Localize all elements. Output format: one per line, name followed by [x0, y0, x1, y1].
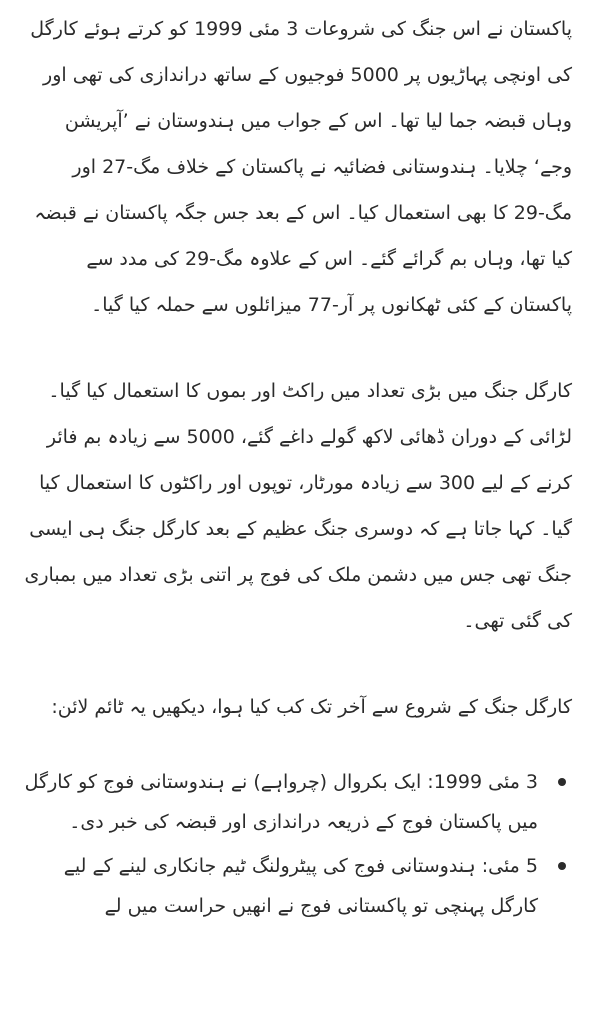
- paragraph-timeline-intro: کارگل جنگ کے شروع سے آخر تک کب کیا ہوا، دیکھیں یہ ٹائم لائن:: [51, 696, 572, 718]
- bullet-icon: [558, 778, 566, 786]
- paragraph-bombing: کارگل جنگ میں بڑی تعداد میں راکٹ اور بموں کا استعمال کیا گیا۔ لڑائی کے دوران ڈھائی لاکھ گولے داغے گئے، 5000 سے زیادہ بم فائر کرنے کے لیے 300 سے زیادہ مورٹار، توپوں اور راکٹوں کا استعمال کیا گیا۔ کہا جاتا ہے کہ دوسری جنگ عظیم کے بعد کارگل جنگ ہی ایسی جنگ تھی جس میں دشمن ملک کی فوج پر اتنی بڑی تعداد میں بمباری کی گئی تھی۔: [24, 380, 572, 632]
- timeline-item-text: 3 مئی 1999: ایک بکروال (چرواہے) نے ہندوستانی فوج کو کارگل میں پاکستان فوج کے ذریعہ دراندازی اور قبضہ کی خبر دی۔: [24, 771, 538, 833]
- timeline-item: [24, 846, 538, 926]
- bullet-icon: [558, 862, 566, 870]
- timeline-item: [24, 762, 538, 842]
- timeline-list: [24, 762, 572, 926]
- paragraph-intro: پاکستان نے اس جنگ کی شروعات 3 مئی 1999 کو کرتے ہوئے کارگل کی اونچی پہاڑیوں پر 5000 فوجیوں کے ساتھ دراندازی کی تھی اور وہاں قبضہ جما لیا تھا۔ اس کے جواب میں ہندوستان نے ’آپریشن وجے‘ چلایا۔ ہندوستانی فضائیہ نے پاکستان کے خلاف مگ-27 اور مگ-29 کا بھی استعمال کیا۔ اس کے بعد جس جگہ پاکستان نے قبضہ کیا تھا، وہاں بم گرائے گئے۔ اس کے علاوہ مگ-29 کی مدد سے پاکستان کے کئی ٹھکانوں پر آر-77 میزائلوں سے حملہ کیا گیا۔: [30, 18, 572, 316]
- timeline-item-text: 5 مئی: ہندوستانی فوج کی پیٹرولنگ ٹیم جانکاری لینے کے لیے کارگل پہنچی تو پاکستانی فوج نے انھیں حراست میں لے: [63, 855, 538, 917]
